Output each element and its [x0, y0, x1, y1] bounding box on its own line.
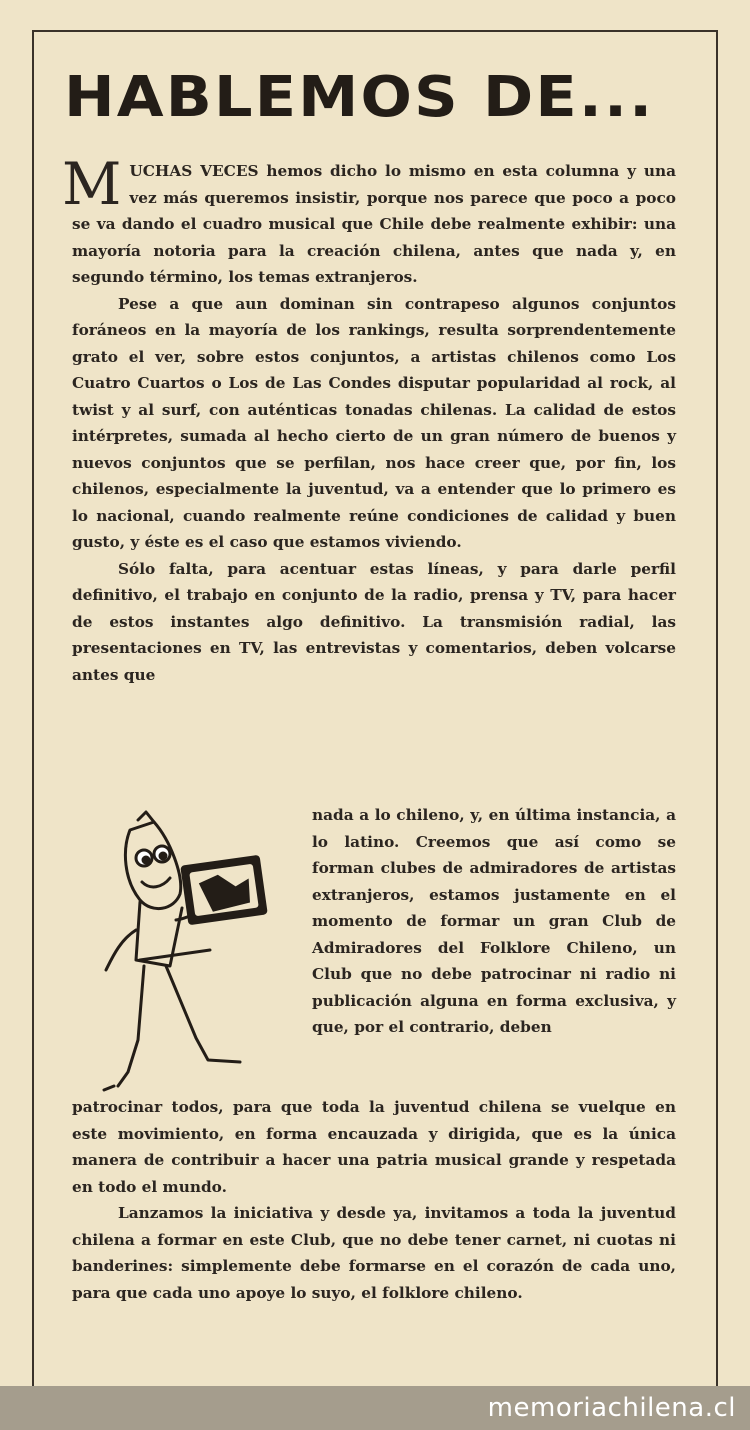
article-title: HABLEMOS DE... [64, 65, 655, 130]
paragraph-3-wrapped: nada a lo chileno, y, en última instancia, a lo latino. Creemos que así como se forman clubes de admiradores de artistas extranjeros, estamos justamente en el momento de formar un gran Club de Admiradores del Folklore Chileno, un Club que no debe patrocinar ni radio ni publicación alguna en forma exclusiva, y que, por el contrario, deben [312, 806, 676, 1036]
article-body-bottom [72, 1094, 676, 1306]
watermark-text: memoriachilena.cl [487, 1393, 736, 1423]
paragraph-4: Lanzamos la iniciativa y desde ya, invitamos a toda la juventud chilena a formar en este Club, que no debe tener carnet, ni cuotas ni banderines: simplemente debe formarse en el corazón de cada uno, para que cada uno apoye lo suyo, el folklore chileno. [72, 1204, 676, 1302]
drop-cap: M [62, 150, 122, 218]
paragraph-3-end: patrocinar todos, para que toda la juventud chilena se vuelque en este movimiento, en forma encauzada y dirigida, que es la única manera de contribuir a hacer una patria musical grande y respetada en todo el mundo. [72, 1098, 676, 1196]
paragraph-3: Sólo falta, para acentuar estas líneas, y para darle perfil definitivo, el trabajo en conjunto de la radio, prensa y TV, para hacer de estos instantes algo definitivo. La transmisión radial, las presentaciones en TV, las entrevistas y comentarios, deben volcarse antes que [72, 559, 676, 684]
cartoon-character-illustration [100, 810, 280, 1100]
paragraph-1 [62, 150, 676, 291]
paragraph-2: Pese a que aun dominan sin contrapeso algunos conjuntos foráneos en la mayoría de los rankings, resulta sorprendentemente grato el ver, sobre estos conjuntos, a artistas chilenos como Los Cuatro Cuartos o Los de Las Condes disputar popularidad al rock, al twist y al surf, con auténticas tonadas chilenas. La calidad de estos intérpretes, sumada al hecho cierto de un gran número de buenos y nuevos conjuntos que se perfilan, nos hace creer que, por fin, los chilenos, especialmente la juventud, va a entender que lo primero es lo nacional, cuando realmente reúne condiciones de calidad y buen gusto, y éste es el caso que estamos viviendo. [72, 294, 676, 551]
article-body-top [62, 150, 676, 688]
paragraph-1-text: UCHAS VECES hemos dicho lo mismo en esta columna y una vez más queremos insistir, porque nos parece que poco a poco se va dando el cuadro musical que Chile debe realmente exhibir: una mayoría notoria para la creación chilena, antes que nada y, en segundo término, los temas extranjeros. [72, 162, 676, 286]
article-body-wrapped [312, 802, 676, 1041]
